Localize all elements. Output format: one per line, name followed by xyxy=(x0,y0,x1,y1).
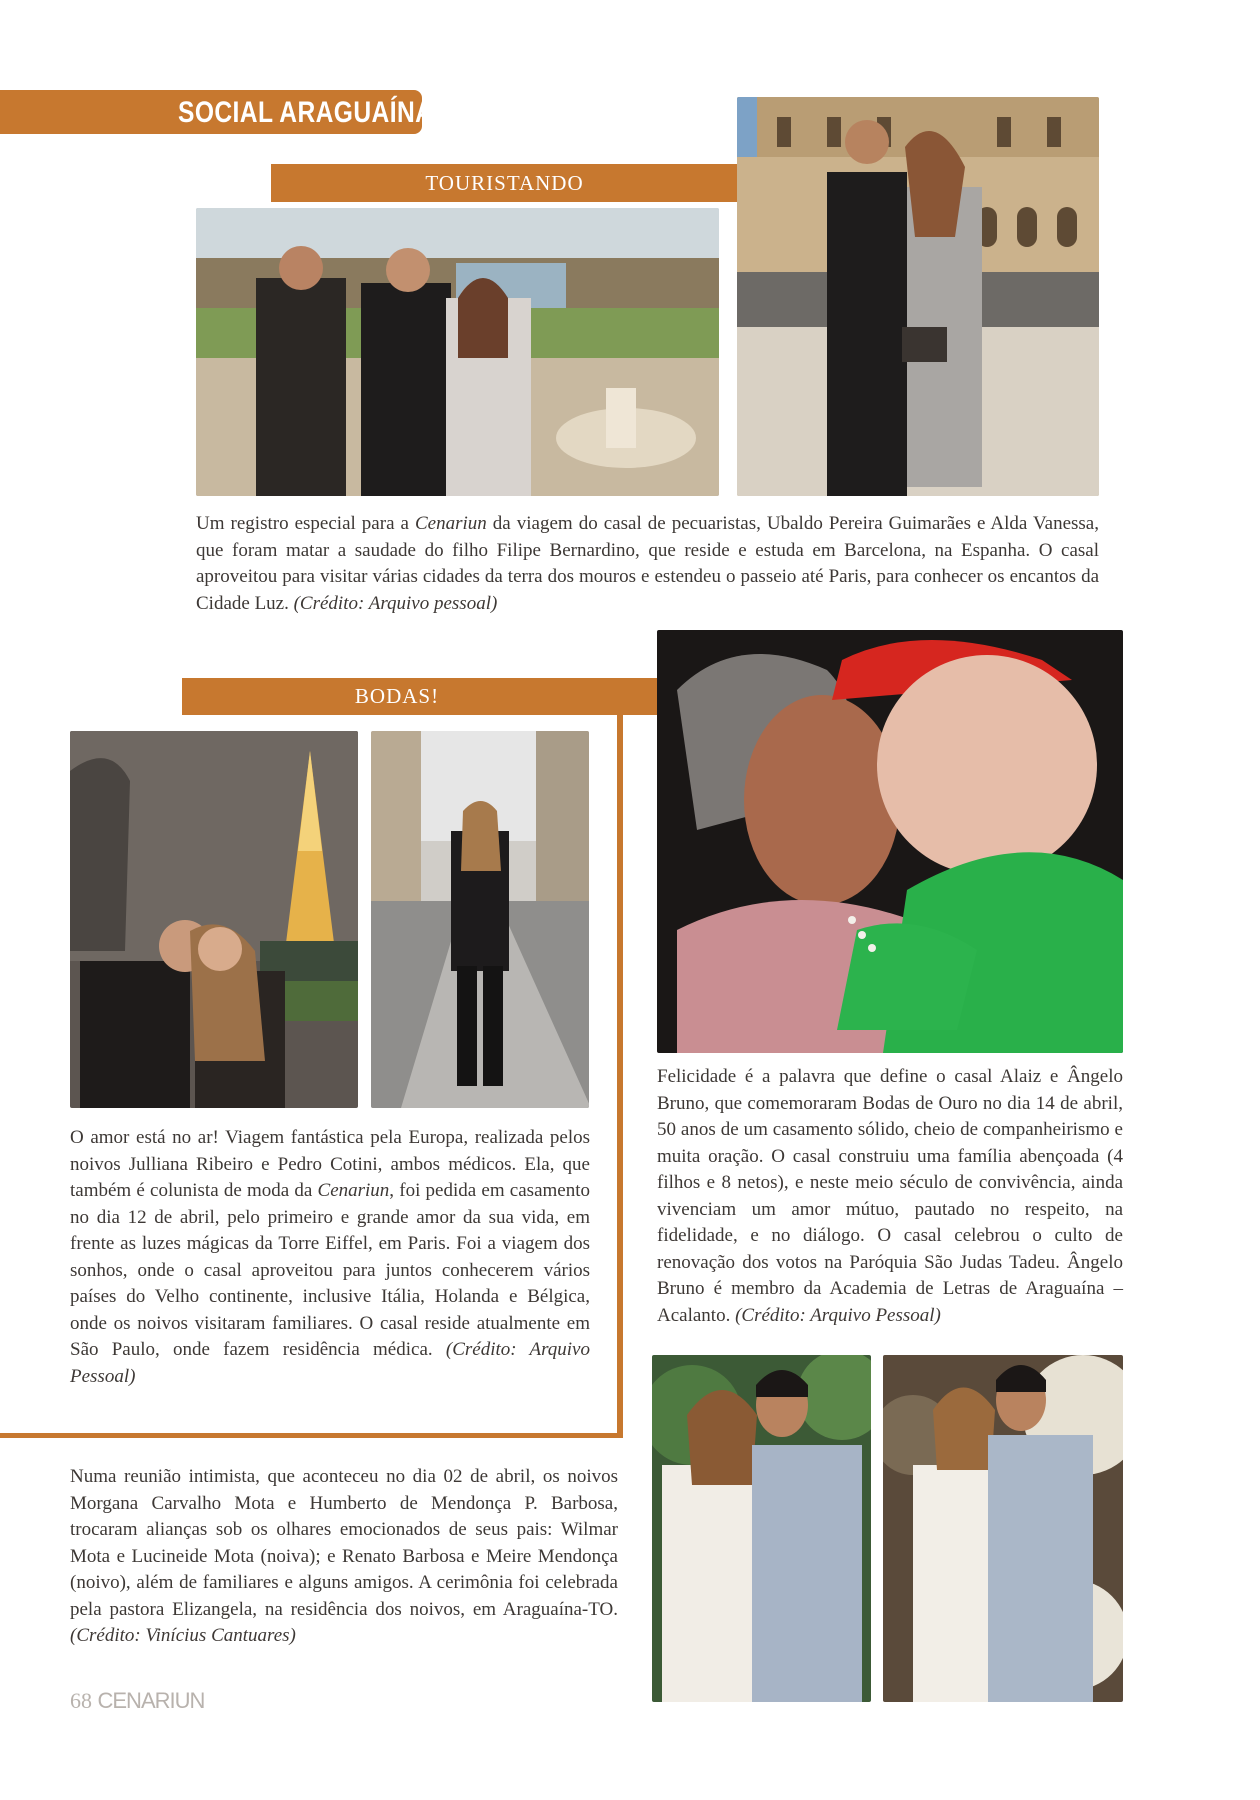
photo-louvre-couple xyxy=(737,97,1099,496)
section-divider-line xyxy=(0,1433,623,1438)
caption-text: Um registro especial para a xyxy=(196,513,415,534)
touristando-label: TOURISTANDO xyxy=(425,171,584,195)
bodas-label: BODAS! xyxy=(354,684,440,708)
photo-credit: (Crédito: Arquivo Pessoal) xyxy=(70,1339,590,1387)
caption-text: da viagem do casal de pecuaristas, Ubaldo Pereira Guimarães e Alda Vanessa, que foram matar a saudade do filho Filipe Bernardino, que reside e estuda em Barcelona, na Espanha. O casal aproveitou para visitar várias cidades da terra dos mouros e estendeu o passeio até Paris, para conhecer os encantos da Cidade Luz. xyxy=(196,513,1099,614)
caption-text: , foi pedida em casamento no dia 12 de abril, pelo primeiro e grande amor da sua vida, em frente as luzes mágicas da Torre Eiffel, em Paris. Foi a viagem dos sonhos, onde o casal aproveitou para juntos conhecerem vários países do Velho continente, inclusive Itália, Holanda e Bélgica, onde os noivos visitaram familiares. O casal reside atualmente em São Paulo, onde fazem residência médica. xyxy=(70,1180,590,1360)
magazine-name: Cenariun xyxy=(415,513,487,534)
photo-versailles-group xyxy=(196,208,719,496)
photo-engagement-couple-2 xyxy=(883,1355,1123,1702)
magazine-logo: CENARIUN xyxy=(97,1688,205,1713)
noivado-caption xyxy=(70,1464,618,1650)
page-title: SOCIAL ARAGUAÍNA xyxy=(178,96,434,129)
photo-credit: (Crédito: Arquivo Pessoal) xyxy=(735,1304,941,1326)
bodas-frame-vertical xyxy=(617,715,623,1435)
bodas-caption xyxy=(70,1125,590,1390)
caption-text: Felicidade é a palavra que define o casal Alaiz e Ângelo Bruno, que comemoraram Bodas de Ouro no dia 14 de abril, 50 anos de um casamento sólido, cheio de companheirismo e muita oração. O casal construiu uma família abençoada (4 filhos e 8 netos), e neste meio século de convivência, ainda vivenciam um amor mútuo, pautado no respeito, na fidelidade, e no diálogo. O casal celebrou o culto de renovação dos votos na Paróquia São Judas Tadeu. Ângelo Bruno é membro da Academia de Letras de Araguaína – Acalanto. xyxy=(657,1066,1123,1326)
page-number: 68 xyxy=(70,1688,92,1713)
magazine-name: Cenariun xyxy=(317,1180,390,1201)
photo-credit: (Crédito: Vinícius Cantuares) xyxy=(70,1625,296,1646)
touristando-caption xyxy=(196,511,1099,617)
caption-text: Numa reunião intimista, que aconteceu no dia 02 de abril, os noivos Morgana Carvalho Mota e Humberto de Mendonça P. Barbosa, trocaram alianças sob os olhares emocionados de seus pais: Wilmar Mota e Lucineide Mota (noiva); e Renato Barbosa e Meire Mendonça (noivo), além de familiares e alguns amigos. A cerimônia foi celebrada pela pastora Elizangela, na residência dos noivos, em Araguaína-TO. xyxy=(70,1466,618,1620)
felicidade-caption xyxy=(657,1064,1123,1329)
photo-golden-anniversary-couple xyxy=(657,630,1123,1053)
caption-text: O amor está no ar! Viagem fantástica pela Europa, realizada pelos noivos Julliana Ribeiro e Pedro Cotini, ambos médicos. Ela, que também é colunista de moda da xyxy=(70,1127,590,1201)
page-footer xyxy=(70,1686,204,1716)
photo-credit: (Crédito: Arquivo pessoal) xyxy=(293,592,498,614)
photo-paris-street xyxy=(371,731,589,1108)
photo-engagement-couple-1 xyxy=(652,1355,871,1702)
photo-eiffel-kiss xyxy=(70,731,358,1108)
